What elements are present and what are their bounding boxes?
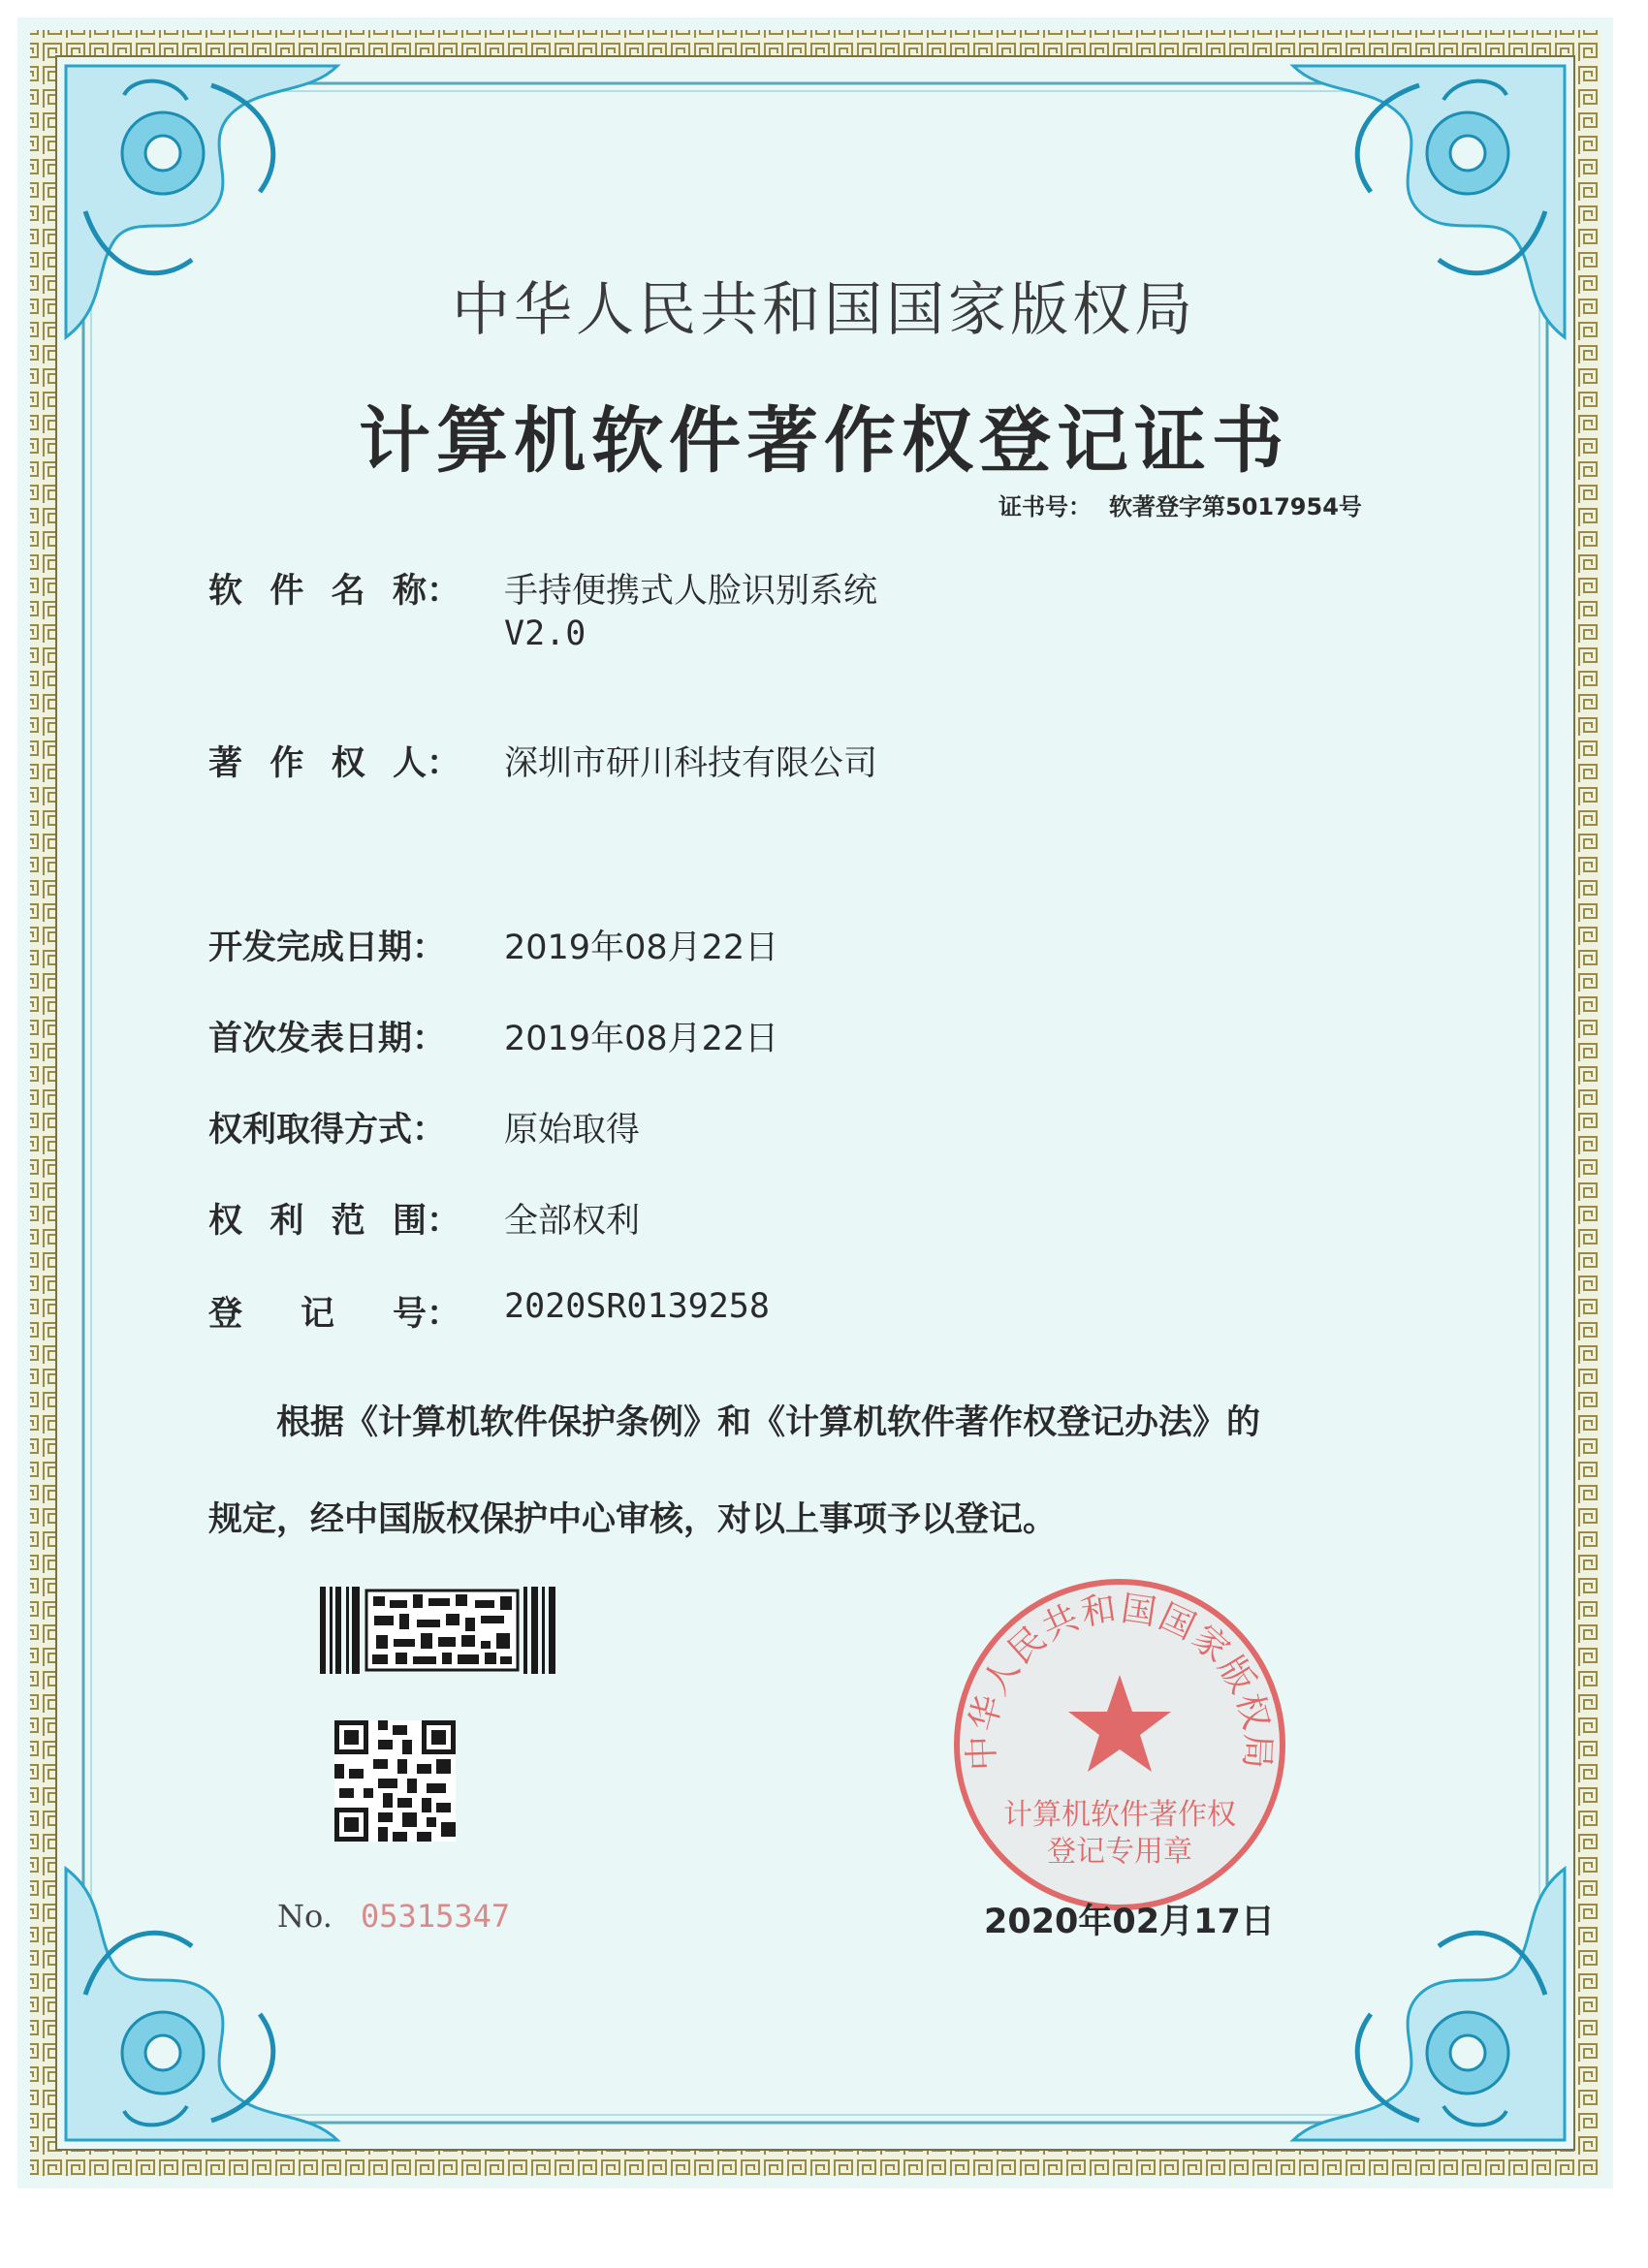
software-name-label: 软 件 名 称： bbox=[208, 572, 460, 611]
rights-scope-value: 全部权利 bbox=[504, 1202, 641, 1241]
serial-number-label: No. bbox=[277, 1898, 333, 1935]
publication-date-label: 首次发表日期： bbox=[208, 1020, 447, 1058]
seal-ring-text: 中华人民共和国国家版权局 bbox=[962, 1589, 1278, 1772]
seal-inner-line1: 计算机软件著作权 bbox=[1003, 1798, 1236, 1832]
basis-statement-line2: 规定，经中国版权保护中心审核，对以上事项予以登记。 bbox=[208, 1500, 1058, 1539]
rights-scope-label: 权 利 范 围： bbox=[208, 1202, 460, 1241]
registration-number-value: 2020SR0139258 bbox=[504, 1287, 770, 1326]
copyright-owner-value: 深圳市研川科技有限公司 bbox=[504, 744, 878, 783]
publication-date-value: 2019年08月22日 bbox=[504, 1020, 779, 1058]
software-version-value: V2.0 bbox=[504, 614, 586, 653]
acquisition-method-value: 原始取得 bbox=[504, 1111, 641, 1150]
development-date-label: 开发完成日期： bbox=[208, 929, 447, 967]
issuing-authority: 中华人民共和国国家版权局 bbox=[452, 276, 1196, 344]
development-date-value: 2019年08月22日 bbox=[504, 929, 779, 967]
barcode bbox=[320, 1587, 557, 1674]
issue-date: 2020年02月17日 bbox=[984, 1903, 1275, 1941]
certificate-number-value: 软著登字第5017954号 bbox=[1109, 493, 1362, 520]
certificate-title: 计算机软件著作权登记证书 bbox=[359, 399, 1289, 483]
basis-statement-line1: 根据《计算机软件保护条例》和《计算机软件著作权登记办法》的 bbox=[276, 1403, 1261, 1442]
serial-number-value: 05315347 bbox=[361, 1898, 511, 1935]
certificate-number bbox=[998, 488, 1379, 521]
certificate-number-label: 证书号： bbox=[998, 493, 1092, 520]
copyright-owner-label: 著 作 权 人： bbox=[208, 744, 460, 783]
seal-inner-line2: 登记专用章 bbox=[1047, 1835, 1192, 1869]
registration-number-label: 登 记 号： bbox=[208, 1295, 460, 1334]
official-seal bbox=[945, 1570, 1294, 1919]
acquisition-method-label: 权利取得方式： bbox=[208, 1111, 447, 1150]
qr-code bbox=[334, 1720, 456, 1842]
software-name-value: 手持便携式人脸识别系统 bbox=[504, 572, 878, 611]
